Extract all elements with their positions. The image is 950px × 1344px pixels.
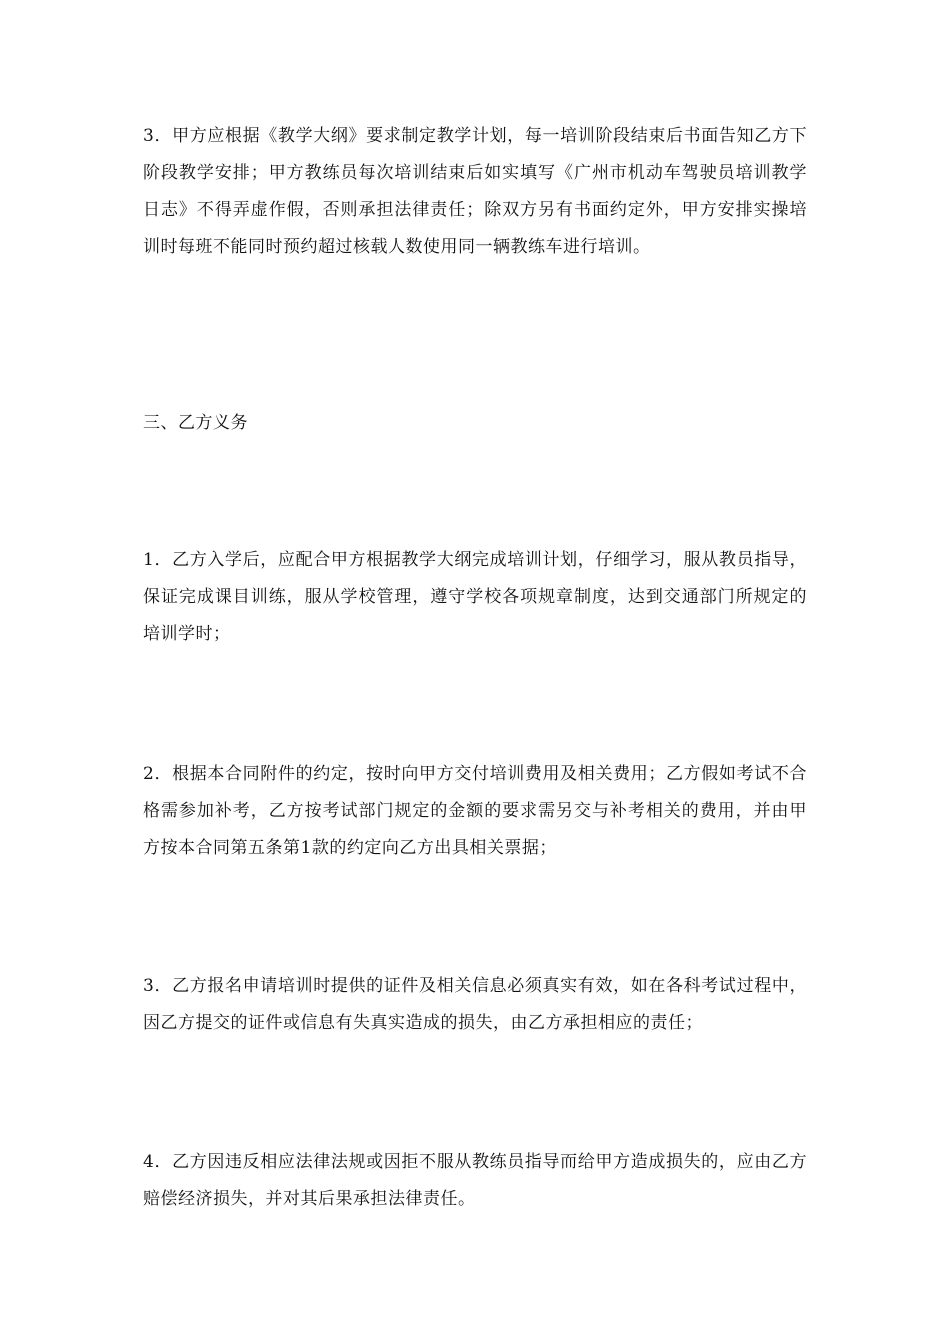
party-b-item-1: 1．乙方入学后，应配合甲方根据教学大纲完成培训计划，仔细学习，服从教员指导，保证完成课目训练，服从学校管理，遵守学校各项规章制度，达到交通部门所规定的培训学时；: [143, 550, 807, 644]
party-b-item-3: 3．乙方报名申请培训时提供的证件及相关信息必须真实有效，如在各科考试过程中，因乙方提交的证件或信息有失真实造成的损失，由乙方承担相应的责任；: [143, 976, 807, 1033]
section-heading-party-b-obligations: 三、乙方义务: [143, 413, 248, 433]
party-a-item-3: 3．甲方应根据《教学大纲》要求制定教学计划，每一培训阶段结束后书面告知乙方下阶段教学安排；甲方教练员每次培训结束后如实填写《广州市机动车驾驶员培训教学日志》不得弄虚作假，否则承担法律责任；除双方另有书面约定外，甲方安排实操培训时每班不能同时预约超过核载人数使用同一辆教练车进行培训。: [143, 126, 807, 257]
party-b-item-2: 2．根据本合同附件的约定，按时向甲方交付培训费用及相关费用；乙方假如考试不合格需参加补考，乙方按考试部门规定的金额的要求需另交与补考相关的费用，并由甲方按本合同第五条第1款的约定向乙方出具相关票据；: [143, 764, 807, 858]
party-b-item-4: 4．乙方因违反相应法律法规或因拒不服从教练员指导而给甲方造成损失的，应由乙方赔偿经济损失，并对其后果承担法律责任。: [143, 1152, 807, 1209]
